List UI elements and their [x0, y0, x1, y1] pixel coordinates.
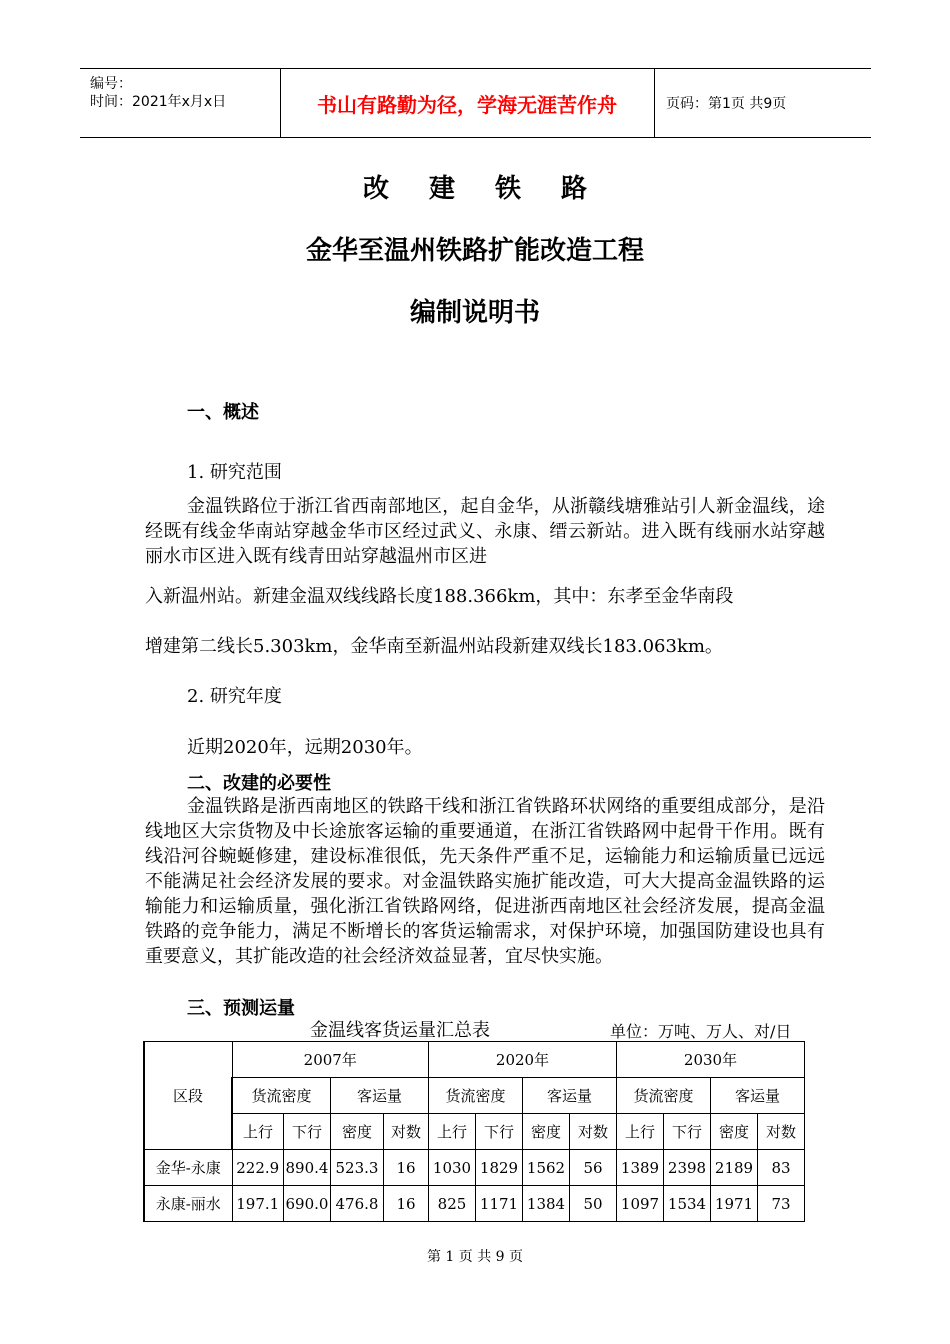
- table-unit: 单位：万吨、万人、对/日: [610, 1022, 792, 1041]
- table-cell: 16: [384, 1150, 429, 1186]
- number-label: 编号：: [90, 76, 132, 92]
- table-cell: 1829: [476, 1150, 523, 1186]
- section-1-para1: 金温铁路位于浙江省西南部地区，起自金华，从浙赣线塘雅站引人新金温线，途经既有线金华南站穿越金华市区经过武义、永康、缙云新站。进入既有线丽水站穿越丽水市区进入既有线青田站穿越温州市区进: [145, 496, 825, 567]
- group-header: 货流密度: [617, 1078, 711, 1114]
- section-2-para: 金温铁路是浙西南地区的铁路干线和浙江省铁路环状网络的重要组成部分，是沿线地区大宗货物及中长途旅客运输的重要通道，在浙江省铁路网中起骨干作用。既有线沿河谷蜿蜒修建，建设标准很低，先天条件严重不足，运输能力和运输质量已远远不能满足社会经济发展的要求。对金温铁路实施扩能改造，可大大提高金温铁路的运输能力和运输质量，强化浙江省铁路网络，促进浙西南地区社会经济发展，提高金温铁路的竞争能力，满足不断增长的客货运输需求，对保护环境，加强国防建设也具有重要意义，其扩能改造的社会经济效益显著，宜尽快实施。: [145, 796, 825, 967]
- col-section-header: 区段: [144, 1042, 232, 1150]
- title-doc: 编制说明书: [409, 298, 540, 328]
- subcol-header: 密度: [331, 1114, 384, 1150]
- group-header: 货流密度: [429, 1078, 523, 1114]
- table-cell: 1534: [664, 1186, 711, 1222]
- time-label: 时间：2021年x月x日: [90, 94, 227, 110]
- table-cell: 222.9: [232, 1150, 284, 1186]
- header-divider: [654, 69, 655, 137]
- subcol-header: 下行: [664, 1114, 711, 1150]
- group-header: 货流密度: [232, 1078, 331, 1114]
- table-cell: 2189: [711, 1150, 758, 1186]
- table-cell: 890.4: [284, 1150, 331, 1186]
- table-cell: 1171: [476, 1186, 523, 1222]
- subcol-header: 上行: [429, 1114, 476, 1150]
- table-cell: 1097: [617, 1186, 664, 1222]
- row-name: 金华-永康: [144, 1150, 232, 1186]
- table-cell: 1971: [711, 1186, 758, 1222]
- table-cell: 197.1: [232, 1186, 284, 1222]
- header-meta: [80, 69, 280, 137]
- section-1-para1-line2: 入新温州站。新建金温双线线路长度188.366km，其中：东孝至金华南段: [145, 586, 734, 607]
- table-row: [144, 1186, 805, 1222]
- freight-passenger-table: [143, 1041, 805, 1222]
- table-title: 金温线客货运量汇总表: [310, 1020, 490, 1041]
- document-header: [80, 68, 871, 138]
- section-1-sub1: 1. 研究范围: [187, 462, 282, 483]
- subcol-header: 上行: [232, 1114, 284, 1150]
- group-header: 客运量: [711, 1078, 805, 1114]
- header-page-info: 页码：第1页 共9页: [666, 96, 787, 112]
- section-1-heading: 一、概述: [187, 402, 259, 423]
- table-cell: 73: [758, 1186, 805, 1222]
- section-1-para1-line3: 增建第二线长5.303km，金华南至新温州站段新建双线长183.063km。: [145, 636, 723, 657]
- section-1-para2: 近期2020年，远期2030年。: [187, 737, 423, 758]
- subcol-header: 下行: [476, 1114, 523, 1150]
- table-cell: 1384: [523, 1186, 570, 1222]
- title-main: 改建铁路: [362, 174, 627, 204]
- table-cell: 2398: [664, 1150, 711, 1186]
- table-cell: 56: [570, 1150, 617, 1186]
- subcol-header: 密度: [711, 1114, 758, 1150]
- subcol-header: 上行: [617, 1114, 664, 1150]
- table-cell: 1389: [617, 1150, 664, 1186]
- section-3-heading: 三、预测运量: [187, 998, 295, 1019]
- table-cell: 1562: [523, 1150, 570, 1186]
- year-header: 2030年: [617, 1042, 805, 1078]
- row-name: 永康-丽水: [144, 1186, 232, 1222]
- table-cell: 825: [429, 1186, 476, 1222]
- group-header: 客运量: [523, 1078, 617, 1114]
- page-footer: 第 1 页 共 9 页: [426, 1249, 524, 1265]
- table-row: [144, 1150, 805, 1186]
- section-1-sub2: 2. 研究年度: [187, 686, 282, 707]
- header-motto: 书山有路勤为径，学海无涯苦作舟: [317, 92, 617, 117]
- year-header: 2007年: [232, 1042, 429, 1078]
- table-cell: 50: [570, 1186, 617, 1222]
- table-cell: 476.8: [331, 1186, 384, 1222]
- table-cell: 1030: [429, 1150, 476, 1186]
- subcol-header: 对数: [758, 1114, 805, 1150]
- table-cell: 83: [758, 1150, 805, 1186]
- section-2-heading: 二、改建的必要性: [187, 773, 331, 794]
- year-header: 2020年: [429, 1042, 617, 1078]
- header-divider: [280, 69, 281, 137]
- title-project: 金华至温州铁路扩能改造工程: [305, 236, 644, 266]
- table-cell: 523.3: [331, 1150, 384, 1186]
- subcol-header: 密度: [523, 1114, 570, 1150]
- table-cell: 690.0: [284, 1186, 331, 1222]
- subcol-header: 下行: [284, 1114, 331, 1150]
- group-header: 客运量: [331, 1078, 429, 1114]
- subcol-header: 对数: [384, 1114, 429, 1150]
- table-cell: 16: [384, 1186, 429, 1222]
- subcol-header: 对数: [570, 1114, 617, 1150]
